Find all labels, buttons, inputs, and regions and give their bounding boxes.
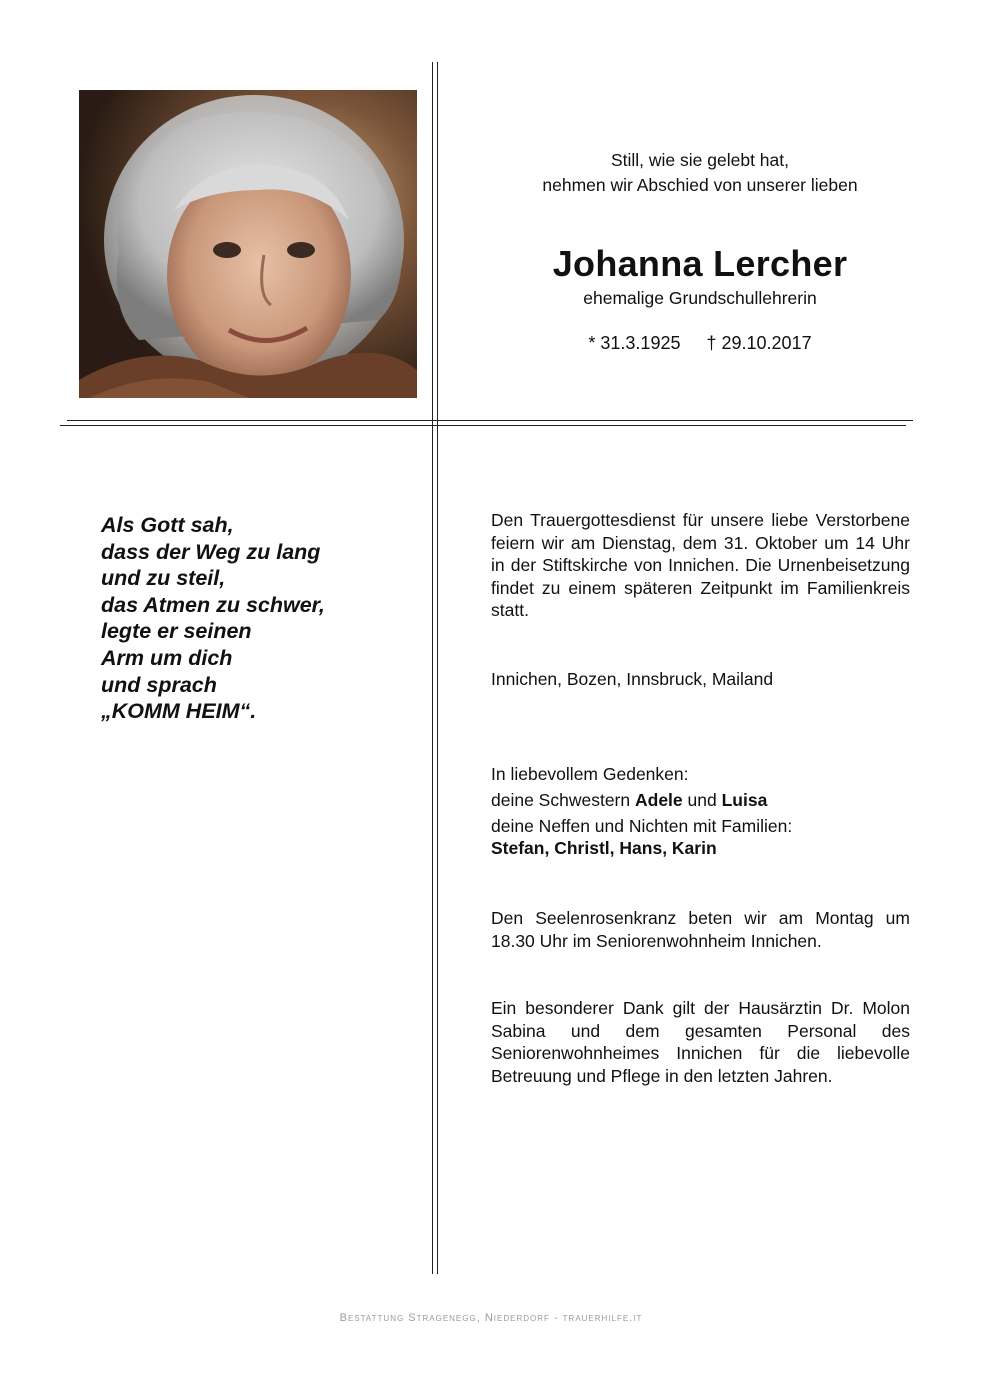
poem-line: Als Gott sah, [101, 513, 234, 537]
deceased-name: Johanna Lercher [552, 243, 848, 284]
life-dates [470, 333, 930, 354]
memory-block [491, 761, 910, 859]
poem-line: dass der Weg zu lang [101, 539, 321, 564]
nephews-intro: deine Neffen und Nichten mit Familien: [491, 816, 793, 836]
birth-date: * 31.3.1925 [588, 333, 681, 353]
memory-intro: In liebevollem Gedenken: [491, 764, 689, 784]
cross-vertical-line-left [432, 62, 433, 1274]
sisters-line [491, 787, 910, 813]
poem-line: „KOMM HEIM“. [101, 699, 257, 724]
and-word: und [687, 790, 717, 810]
footer-credit: Bestattung Stragenegg, Niederdorf - trauerhilfe.it [339, 1312, 643, 1324]
intro-text [470, 148, 930, 198]
nephew-name: Hans [619, 838, 663, 858]
nephews-names: Stefan, Christl, Hans, Karin [491, 838, 717, 858]
rosary-paragraph: Den Seelenrosenkranz beten wir am Montag um 18.30 Uhr im Seniorenwohnheim Innichen. [491, 908, 910, 951]
poem-line: Arm um dich [101, 645, 233, 670]
death-date: † 29.10.2017 [706, 333, 812, 353]
places-line: Innichen, Bozen, Innsbruck, Mailand [491, 669, 774, 689]
poem [101, 512, 421, 725]
portrait-illustration [79, 90, 417, 398]
cross-vertical-line-right [437, 62, 438, 1274]
nephew-name: Karin [671, 838, 717, 858]
cross-horizontal-line-bottom [60, 425, 906, 426]
portrait-photo [79, 90, 417, 398]
poem-line: das Atmen zu schwer, [101, 592, 325, 617]
intro-line-2: nehmen wir Abschied von unserer lieben [542, 175, 858, 195]
poem-line: legte er seinen [101, 619, 252, 644]
intro-line-1: Still, wie sie gelebt hat, [610, 150, 789, 170]
sister-name: Adele [635, 790, 683, 810]
sisters-prefix: deine Schwestern [491, 790, 631, 810]
poem-line: und zu steil, [101, 566, 226, 591]
nephew-name: Christl [554, 838, 610, 858]
nephew-name: Stefan [491, 838, 545, 858]
sister-name: Luisa [721, 790, 768, 810]
funeral-paragraph: Den Trauergottesdienst für unsere liebe Verstorbene feiern wir am Dienstag, dem 31. Oktober um 14 Uhr in der Stiftskirche von Innichen. Die Urnenbeisetzung findet zu einem späteren Zeitpunkt im Familienkreis statt. [491, 510, 910, 621]
poem-line: und sprach [101, 672, 217, 697]
thanks-paragraph: Ein besonderer Dank gilt der Hausärztin Dr. Molon Sabina und dem gesamten Personal des Seniorenwohnheimes Innichen für die liebevolle Betreuung und Pflege in den letzten Jahren. [491, 998, 910, 1086]
cross-horizontal-line-top [67, 420, 913, 421]
deceased-role: ehemalige Grundschullehrerin [583, 288, 817, 308]
